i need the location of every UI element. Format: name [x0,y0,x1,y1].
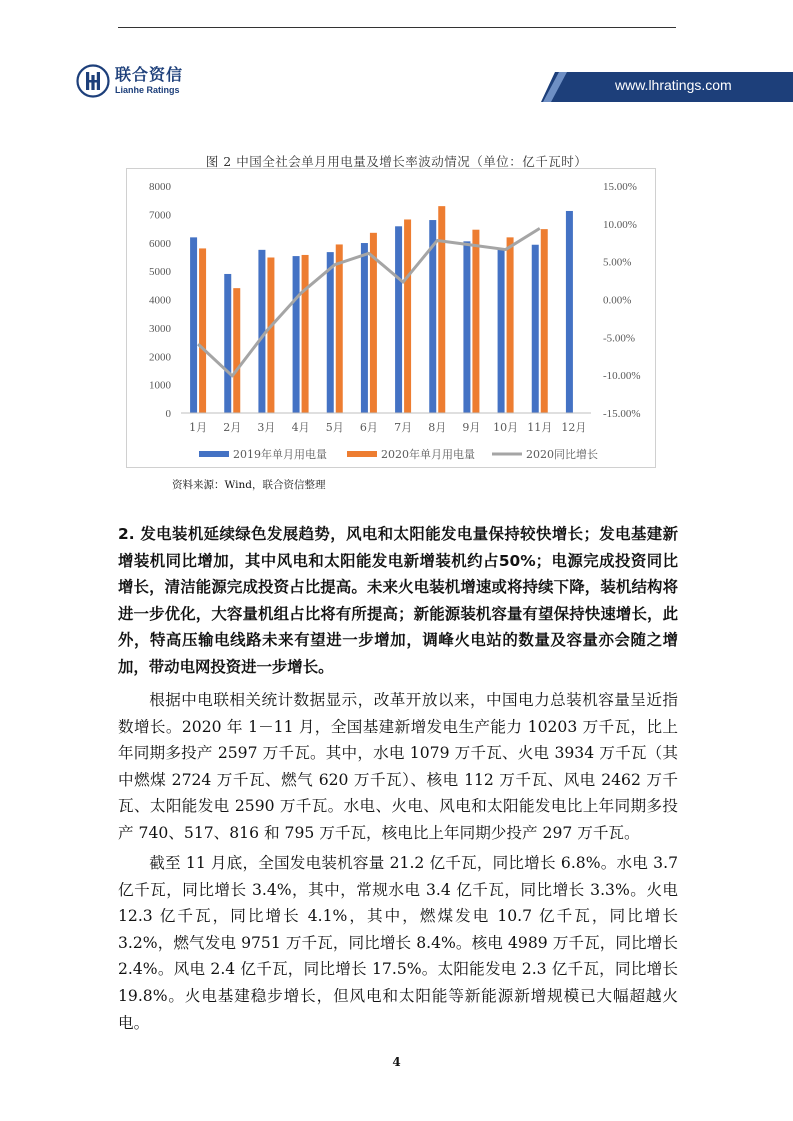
y-right-tick-label: 10.00% [603,218,637,231]
legend-swatch [347,451,377,457]
y-left-tick-label: 5000 [149,266,171,279]
company-logo[interactable] [76,64,183,98]
bar-2019 [566,211,573,413]
website-banner [541,72,793,102]
y-left-tick-label: 7000 [149,209,171,222]
bar-2019 [361,243,368,413]
y-left-tick-label: 4000 [149,294,171,307]
bar-2020 [336,244,343,413]
y-left-tick-label: 1000 [149,379,171,392]
bar-2020 [233,288,240,413]
y-left-tick-label: 0 [165,408,171,420]
bar-2020 [507,237,514,413]
bar-2020 [438,206,445,413]
y-right-tick-label: -15.00% [603,408,641,420]
bar-2019 [190,237,197,413]
electricity-chart [126,168,656,468]
y-right-tick-label: 0.00% [603,294,632,307]
bar-2019 [258,250,265,413]
figure-source: 资料来源：Wind，联合资信整理 [172,479,326,491]
x-tick-label: 7月 [394,421,413,434]
figure-title: 图 2 中国全社会单月用电量及增长率波动情况（单位：亿千瓦时） [205,154,588,169]
x-tick-label: 8月 [428,421,447,434]
x-tick-label: 11月 [527,421,553,434]
paragraph-2: 截至 11 月底，全国发电装机容量 21.2 亿千瓦，同比增长 6.8%。水电 3.7 亿千瓦，同比增长 3.4%，其中，常规水电 3.4 亿千瓦，同比增长 3.3%。火电 12.3 亿千瓦，同比增长 4.1%，其中，燃煤发电 10.7 亿千瓦，同比增长 3.2%，燃气发电 9751 万千瓦，同比增长 8.4%。核电 4989 万千瓦，同比增长 2.4%。风电 2.4 亿千瓦，同比增长 17.5%。太阳能发电 2.3 亿千瓦，同比增长 19.8%。火电基建稳步增长，但风电和太阳能等新能源新增规模已大幅超越火电。 [118,854,678,1032]
bar-2019 [327,252,334,413]
y-right-tick-label: 15.00% [603,181,637,193]
bar-2019 [293,256,300,413]
x-tick-label: 4月 [291,421,310,434]
website-url-link[interactable]: www.lhratings.com [615,77,732,93]
legend-label: 2020年单月用电量 [381,448,475,461]
x-tick-label: 2月 [223,421,242,434]
section-heading: 2. 发电装机延续绿色发展趋势，风电和太阳能发电量保持较快增长；发电基建新增装机同比增加，其中风电和太阳能发电新增装机约占50%；电源完成投资同比增长，清洁能源完成投资占比提高。未来火电装机增速或将持续下降，装机结构将进一步优化，大容量机组占比将有所提高；新能源装机容量有望保持快速增长，此外，特高压输电线路未来有望进一步增加，调峰火电站的数量及容量亦会随之增加，带动电网投资进一步增长。 [118,525,678,676]
y-right-tick-label: -5.00% [603,332,636,345]
x-tick-label: 6月 [359,421,378,434]
paragraph-1: 根据中电联相关统计数据显示，改革开放以来，中国电力总装机容量呈近指数增长。2020 年 1－11 月，全国基建新增发电生产能力 10203 万千瓦，比上年同期多投产 2597 万千瓦。其中，水电 1079 万千瓦、火电 3934 万千瓦（其中燃煤 2724 万千瓦、燃气 620 万千瓦）、核电 112 万千瓦、风电 2462 万千瓦、太阳能发电 2590 万千瓦。水电、火电、风电和太阳能发电比上年同期多投产 740、517、816 和 795 万千瓦，核电比上年同期少投产 297 万千瓦。 [118,691,678,842]
bar-2020 [541,229,548,413]
x-tick-label: 3月 [257,421,276,434]
y-left-tick-label: 2000 [149,351,171,364]
bar-2019 [463,241,470,413]
x-tick-label: 12月 [561,421,587,434]
bar-2019 [395,226,402,413]
x-tick-label: 9月 [462,421,481,434]
bar-2019 [498,249,505,413]
legend-label: 2019年单月用电量 [233,448,327,461]
bar-2020 [267,258,274,413]
x-tick-label: 5月 [325,421,344,434]
legend-label: 2020同比增长 [526,448,598,461]
bar-2020 [472,230,479,413]
lianhe-logo-icon [76,64,110,98]
y-right-tick-label: -10.00% [603,370,641,383]
y-left-tick-label: 3000 [149,322,171,335]
x-tick-label: 1月 [189,421,208,434]
x-tick-label: 10月 [493,421,519,434]
logo-chinese-name: 联合资信 [115,65,184,84]
y-left-tick-label: 6000 [149,237,171,250]
bar-2020 [404,219,411,413]
bar-2019 [532,245,539,413]
logo-english-name: Lianhe Ratings [115,85,180,95]
bar-2020 [199,248,206,413]
y-right-tick-label: 5.00% [603,256,632,269]
bar-2020 [302,255,309,413]
header-rule [118,27,676,28]
bar-2019 [224,274,231,413]
page-number: 4 [392,1055,401,1069]
y-left-tick-label: 8000 [149,181,171,193]
legend-swatch [199,451,229,457]
